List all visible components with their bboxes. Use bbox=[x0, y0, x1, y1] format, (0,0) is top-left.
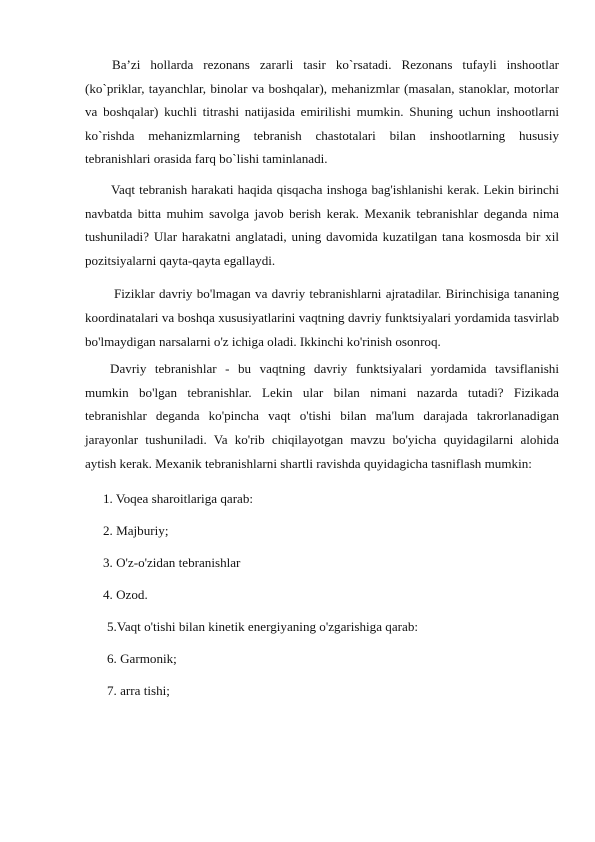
paragraph-resonance: Ba’zi hollarda rezonans zararli tasir ko`rsatadi. Rezonans tufayli inshootlar (ko`priklar, tayanchlar, binolar va boshqalar), mehanizmlar (masalan, stanoklar, motorlar va boshqalar) kuchli titrashi natijasida emirilishi mumkin. Shuning uchun inshootlarni ko`rishda mehanizmlarning tebranish chastotalari bilan inshootlarning hususiy tebranishlari orasida farq bo`lishi taminlanadi. bbox=[85, 57, 559, 167]
list-item: 4. Ozod. bbox=[103, 587, 148, 603]
document-page bbox=[85, 50, 559, 707]
list-item: 6. Garmonik; bbox=[107, 651, 177, 667]
list-item: 1. Voqea sharoitlariga qarab: bbox=[103, 491, 254, 507]
list-item: 7. arra tishi; bbox=[107, 683, 170, 699]
paragraph-time-oscillation: Vaqt tebranish harakati haqida qisqacha inshoga bag'ishlanishi kerak. Lekin birinchi navbatda bitta muhim savolga javob berish kerak. Mexanik tebranishlar deganda nima tushuniladi? Ular harakatni anglatadi, uning davomida kuzatilgan tana kosmosda bir xil pozitsiyalarni qayta-qayta egallaydi. bbox=[85, 181, 559, 268]
list-item: 5.Vaqt o'tishi bilan kinetik energiyaning o'zgarishiga qarab: bbox=[107, 619, 419, 635]
list-item: 3. O'z-o'zidan tebranishlar bbox=[103, 555, 241, 571]
paragraph-periodic-definition: Davriy tebranishlar - bu vaqtning davriy funktsiyalari yordamida tavsiflanishi mumkin bo'lgan tebranishlar. Lekin ular bilan nimani nazarda tutadi? Fizikada tebranishlar deganda ko'pincha vaqt o'tishi bilan ma'lum darajada takrorlanadigan jarayonlar tushuniladi. Va ko'rib chiqilayotgan mavzu bo'yicha quyidagilarni alohida aytish kerak. Mexanik tebranishlarni shartli ravishda quyidagicha tasniflash mumkin: bbox=[85, 361, 559, 471]
paragraph-periodic-classification: Fiziklar davriy bo'lmagan va davriy tebranishlarni ajratadilar. Birinchisiga tananing koordinatalari va boshqa xususiyatlarini vaqtning davriy funktsiyalari yordamida tasvirlab bo'lmaydigan narsalarni o'z ichiga oladi. Ikkinchi ko'rinish osonroq. bbox=[85, 286, 559, 349]
classification-list bbox=[85, 483, 559, 707]
list-item: 2. Majburiy; bbox=[103, 523, 169, 539]
